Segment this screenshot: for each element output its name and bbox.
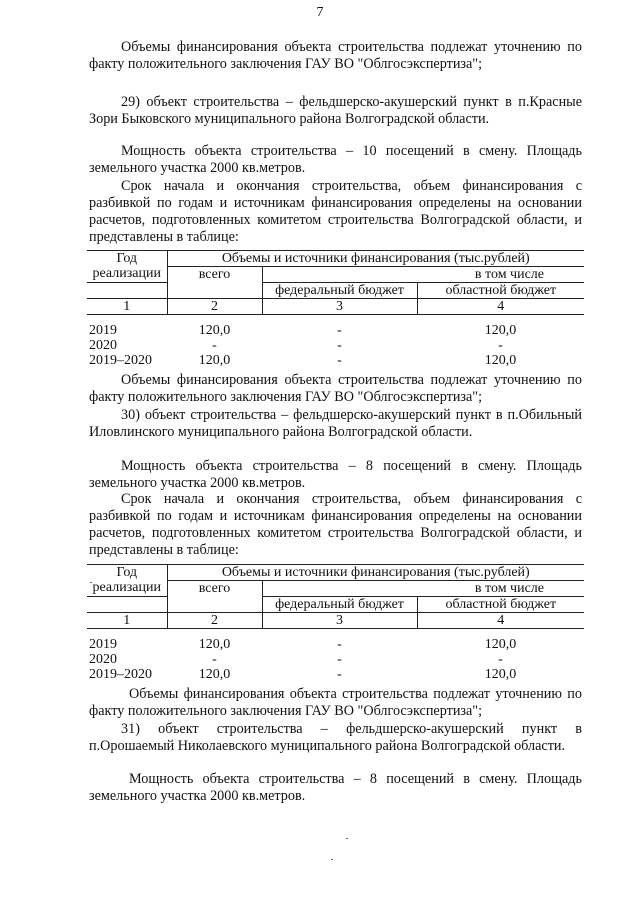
header-including: в том числе [262, 581, 584, 597]
financing-table-1 [87, 250, 584, 368]
cell-total: 120,0 [198, 352, 231, 368]
column-number: 4 [417, 299, 584, 315]
page-number: 7 [316, 5, 324, 20]
header-blank [87, 283, 167, 299]
table-row [87, 338, 584, 353]
paragraph-text: Объемы финансирования объекта строительства подлежат уточнению по факту положительного заключения ГАУ ВО "Облгосэкспертиза"; [89, 39, 582, 72]
table-row [87, 323, 584, 338]
table-row [87, 637, 584, 652]
header-regional: областной бюджет [417, 283, 584, 299]
header-total: всего [167, 267, 262, 299]
paragraph-funding-note [89, 39, 582, 73]
item-29-capacity [89, 143, 582, 177]
column-number: 3 [262, 299, 417, 315]
header-federal: федеральный бюджет [262, 283, 417, 299]
header-year: Год реализации [87, 565, 167, 597]
cell-year: 2019 [89, 322, 117, 338]
table-row [87, 353, 584, 368]
paragraph-funding-note [89, 686, 582, 720]
paragraph-text: Срок начала и окончания строительства, объем финансирования с разбивкой по годам и источникам финансирования определены на основании расчетов, подготовленных комитетом строительства Волгоградской области, и представлены в таблице: [89, 178, 582, 245]
cell-federal: - [337, 322, 342, 338]
cell-federal: - [337, 636, 342, 652]
cell-regional: 120,0 [484, 352, 517, 368]
item-29-object [89, 94, 582, 128]
item-30-schedule [89, 491, 582, 559]
column-number: 2 [167, 299, 262, 315]
scan-speck [331, 859, 333, 860]
header-federal: федеральный бюджет [262, 597, 417, 613]
header-including: в том числе [262, 267, 584, 283]
item-30-object [89, 407, 582, 441]
cell-regional: 120,0 [484, 322, 517, 338]
item-30-capacity [89, 458, 582, 492]
cell-regional: 120,0 [484, 636, 517, 652]
paragraph-text: Объемы финансирования объекта строительства подлежат уточнению по факту положительного заключения ГАУ ВО "Облгосэкспертиза"; [89, 686, 582, 719]
column-number: 2 [167, 613, 262, 629]
column-number: 1 [87, 299, 167, 315]
header-year: Год реализации [87, 251, 167, 283]
cell-federal: - [337, 337, 342, 353]
paragraph-text: Объемы финансирования объекта строительства подлежат уточнению по факту положительного заключения ГАУ ВО "Облгосэкспертиза"; [89, 372, 582, 405]
cell-regional: - [498, 651, 503, 667]
column-number: 1 [87, 613, 167, 629]
item-29-schedule [89, 178, 582, 246]
paragraph-text: 30) объект строительства – фельдшерско-акушерский пункт в п.Обильный Иловлинского муниципального района Волгоградской области. [89, 407, 582, 440]
header-volumes: Объемы и источники финансирования (тыс.рублей) [167, 251, 584, 267]
financing-table-2 [87, 564, 584, 682]
cell-federal: - [337, 666, 342, 682]
cell-regional: 120,0 [484, 666, 517, 682]
cell-regional: - [498, 337, 503, 353]
column-number: 4 [417, 613, 584, 629]
header-regional: областной бюджет [417, 597, 584, 613]
header-blank [87, 597, 167, 613]
paragraph-text: Мощность объекта строительства – 10 посещений в смену. Площадь земельного участка 2000 кв.метров. [89, 143, 582, 176]
scan-speck [90, 582, 92, 583]
scan-speck [346, 838, 348, 839]
paragraph-text: 31) объект строительства – фельдшерско-акушерский пункт в п.Орошаемый Николаевского муниципального района Волгоградской области. [89, 721, 582, 754]
paragraph-text: Мощность объекта строительства – 8 посещений в смену. Площадь земельного участка 2000 кв.метров. [89, 771, 582, 804]
cell-total: 120,0 [198, 636, 231, 652]
item-31-capacity [89, 771, 582, 805]
cell-year: 2020 [89, 651, 117, 667]
paragraph-text: Мощность объекта строительства – 8 посещений в смену. Площадь земельного участка 2000 кв.метров. [89, 458, 582, 491]
cell-year: 2020 [89, 337, 117, 353]
cell-total: - [212, 651, 217, 667]
item-31-object [89, 721, 582, 755]
header-volumes: Объемы и источники финансирования (тыс.рублей) [167, 565, 584, 581]
header-total: всего [167, 581, 262, 613]
column-number: 3 [262, 613, 417, 629]
table-row [87, 652, 584, 667]
table-row [87, 667, 584, 682]
cell-year: 2019–2020 [89, 352, 152, 368]
cell-year: 2019–2020 [89, 666, 152, 682]
cell-federal: - [337, 651, 342, 667]
cell-federal: - [337, 352, 342, 368]
cell-total: 120,0 [198, 322, 231, 338]
paragraph-text: Срок начала и окончания строительства, объем финансирования с разбивкой по годам и источникам финансирования определены на основании расчетов, подготовленных комитетом строительства Волгоградской области, и представлены в таблице: [89, 491, 582, 558]
paragraph-funding-note [89, 372, 582, 406]
cell-total: 120,0 [198, 666, 231, 682]
paragraph-text: 29) объект строительства – фельдшерско-акушерский пункт в п.Красные Зори Быковского муниципального района Волгоградской области. [89, 94, 582, 127]
cell-year: 2019 [89, 636, 117, 652]
cell-total: - [212, 337, 217, 353]
